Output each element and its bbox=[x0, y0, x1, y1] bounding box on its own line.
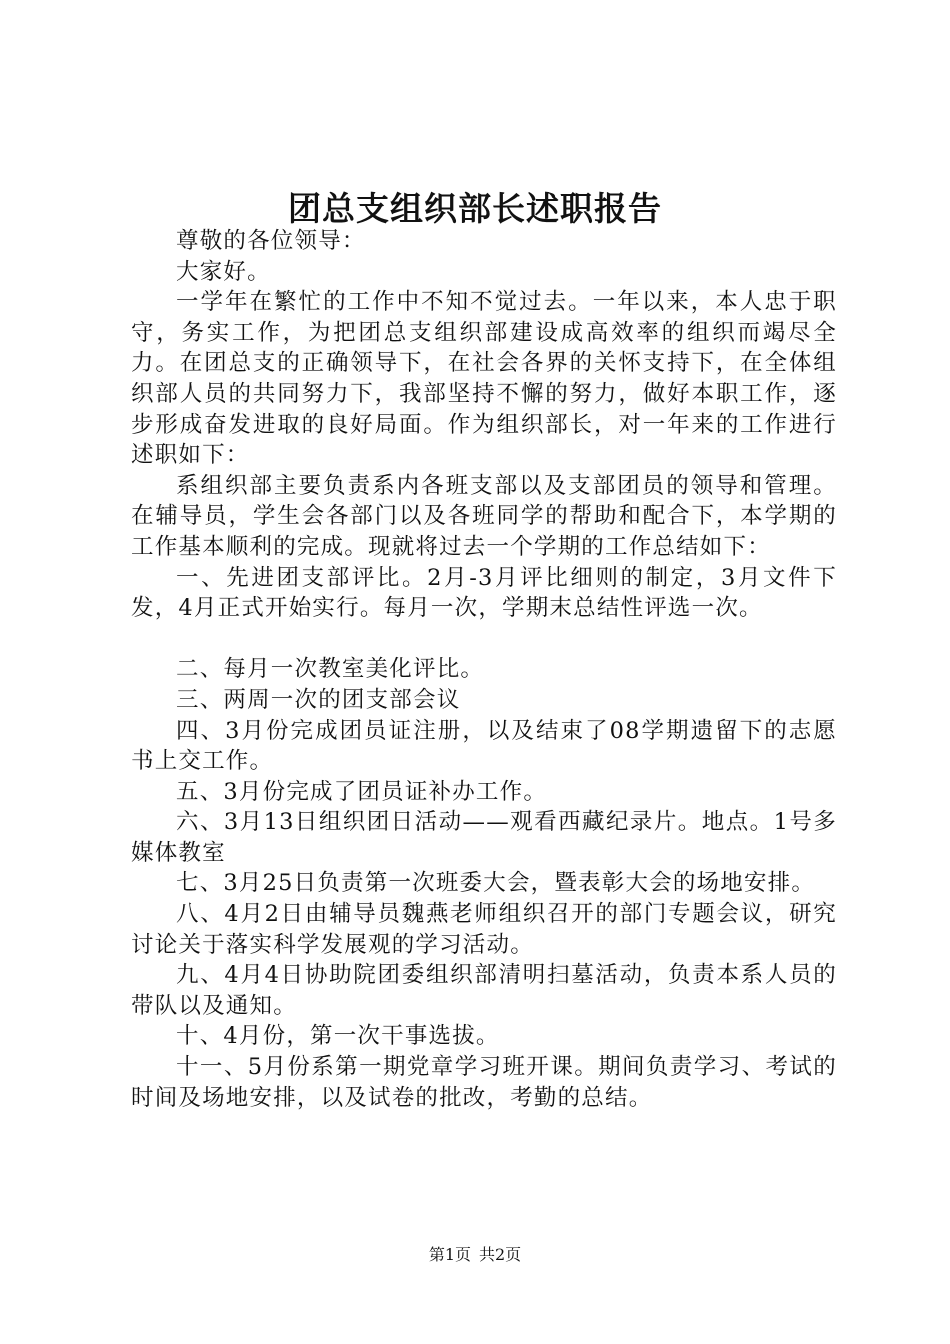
list-item: 七、3月25日负责第一次班委大会，暨表彰大会的场地安排。 bbox=[176, 870, 816, 897]
list-item: 四、3月份完成团员证注册，以及结束了08学期遗留下的志愿书上交工作。 bbox=[131, 717, 837, 775]
page-total: 共2页 bbox=[479, 1245, 522, 1264]
page-number: 第1页 bbox=[428, 1245, 471, 1264]
salutation: 尊敬的各位领导： bbox=[176, 228, 366, 254]
greeting: 大家好。 bbox=[176, 258, 271, 285]
list-item: 三、两周一次的团支部会议 bbox=[176, 686, 461, 713]
blank-line bbox=[131, 624, 837, 655]
list-item: 八、4月2日由辅导员魏燕老师组织召开的部门专题会议，研究讨论关于落实科学发展观的学习活动。 bbox=[131, 901, 837, 958]
document-body bbox=[131, 226, 837, 1113]
list-item: 九、4月4日协助院团委组织部清明扫墓活动，负责本系人员的带队以及通知。 bbox=[131, 962, 837, 1019]
document-title: 团总支组织部长述职报告 bbox=[288, 189, 662, 228]
list-item: 十一、5月份系第一期党章学习班开课。期间负责学习、考试的时间及场地安排，以及试卷的批改，考勤的总结。 bbox=[131, 1054, 837, 1111]
list-item: 六、3月13日组织团日活动——观看西藏纪录片。地点。1号多媒体教室 bbox=[131, 809, 837, 866]
list-item: 一、先进团支部评比。2月-3月评比细则的制定，3月文件下发，4月正式开始实行。每月一次，学期末总结性评选一次。 bbox=[131, 564, 837, 622]
list-item: 五、3月份完成了团员证补办工作。 bbox=[176, 778, 548, 805]
intro-paragraph: 一学年在繁忙的工作中不知不觉过去。一年以来，本人忠于职守，务实工作，为把团总支组织部建设成高效率的组织而竭尽全力。在团总支的正确领导下，在社会各界的关怀支持下，在全体组织部人员的共同努力下，我部坚持不懈的努力，做好本职工作，逐步形成奋发进取的良好局面。作为组织部长，对一年来的工作进行述职如下： bbox=[131, 289, 837, 469]
overview-paragraph: 系组织部主要负责系内各班支部以及支部团员的领导和管理。在辅导员，学生会各部门以及各班同学的帮助和配合下，本学期的工作基本顺利的完成。现就将过去一个学期的工作总结如下： bbox=[131, 472, 837, 560]
list-item: 二、每月一次教室美化评比。 bbox=[176, 656, 485, 683]
list-item: 十、4月份，第一次干事选拔。 bbox=[176, 1023, 500, 1050]
page-footer bbox=[0, 1244, 950, 1266]
